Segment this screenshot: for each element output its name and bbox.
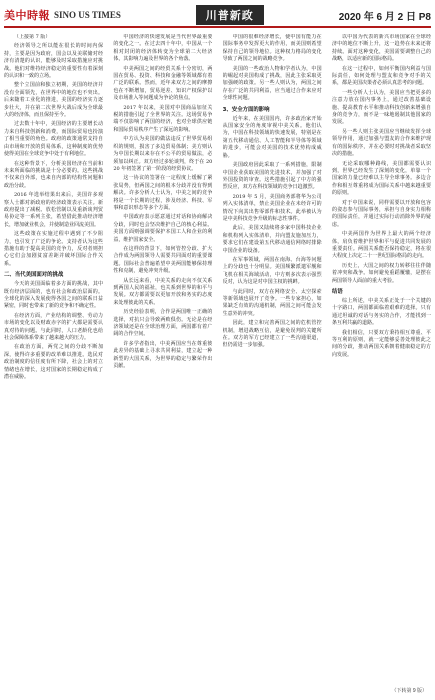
paragraph: 我们相信，只要双方秉持相互尊重、平等互利的原则，就一定能够妥善处理彼此之间的分歧，推动两国关系朝着健康稳定的方向发展。 <box>331 329 431 358</box>
paragraph: 历史经验表明，合作是两国唯一正确的选择，对抗只会导致两败俱伤。无论是在经济领域还是在全球治理方面，两国都有着广阔的合作空间。 <box>113 309 213 338</box>
paragraph: 另一些人则主张美国应当继续发挥全球领导作用，通过加强与盟友的合作来维护现有的国际秩序，并在必要时对挑战者采取坚决的措施。 <box>331 128 431 158</box>
paragraph: 许多学者指出，中美两国应当在尊重彼此差异的基础上寻求共同利益，建立起一种新型的大国关系，为世界的稳定与繁荣作出贡献。 <box>113 340 213 370</box>
paragraph: 与此同时，双方在网络安全、太空探索等新领域也展开了竞争。一些专家担心，如果缺乏有效的沟通机制，两国之间可能会发生意外的冲突。 <box>222 288 322 317</box>
paragraph: 这一协议的签署在一定程度上缓解了紧张局势，但两国之间的根本分歧并没有得到解决。许多分析人士认为，中美之间的竞争将是一个长期的过程，涉及经济、科技、军事和意识形态等多个方面。 <box>113 175 213 211</box>
subheading: 3、安全方面的影响 <box>222 106 270 113</box>
column-4 <box>332 34 431 688</box>
column-2 <box>113 34 212 688</box>
brand-english-name: SINO US TIMES <box>54 10 121 20</box>
paragraph: 2016 年选举结果出来后，美国许多观察人士都对新政府的经济政策表示关注。新政府提出了减税、放松管制以及重新谈判贸易协定等一系列主张，希望借此推动经济增长，增加就业机会，并使制造业回流美国。 <box>4 192 103 228</box>
date-page-label: 2020 年 6 月 2 日 P8 <box>338 11 431 23</box>
paragraph: 中国的很难经济增长，使中国有能力在国际事务中发挥更大的作用，而美国则希望保持自己的领导地位。这种权力格局的变化导致了两国之间的战略竞争。 <box>222 34 322 63</box>
paragraph: 2017 年以来，美国对中国商品加征关税的措施引起了全世界的关注。这场贸易争端不仅影响了两国的经济，也对全球供应链和国际贸易秩序产生了深远的影响。 <box>113 104 213 133</box>
article-columns <box>4 34 431 688</box>
paragraph: 因此，建立和完善两国之间的危机管控机制，增进战略互信，是避免误判的关键所在。双方的军方已经建立了一些沟通渠道，但仍需进一步加强。 <box>222 320 322 349</box>
newspaper-page <box>4 4 431 696</box>
paragraph: 今天的美国面临着多方面的挑战，其中既有经济层面的，也有社会和政治层面的。全球化的深入发展使得各国之间的联系日益紧密，同时也带来了新的竞争和不确定性。 <box>4 281 103 310</box>
column-3 <box>223 34 322 688</box>
brand-chinese-name: 美中時報 <box>4 9 50 22</box>
paragraph: 无论采取哪种路线，美国都需要认识到，世界已经发生了深刻的变化，单靠一个国家的力量已经难以主导全球事务。多边合作和相互尊重将成为国际关系中越来越重要的原则。 <box>331 160 431 197</box>
brand <box>4 7 121 23</box>
paragraph: 此后，美国又陆续将多家中国科技企业和机构列入实体清单，并向盟友施加压力，要求它们在建设第五代移动通信网络时排除中国企业的设备。 <box>222 225 322 254</box>
paragraph: 一些分析人士认为，美国应当把更多的注意力放在国内事务上，通过改善基础设施、提高教育水平和推动科技创新来增强自身的竞争力，而不是一味地遏制其他国家的发展。 <box>331 89 431 126</box>
paragraph: 在这样的背景下，如何管控分歧、扩大合作成为两国领导人需要共同面对的重要课题。国际社会普遍希望中美两国能够保持理性和克制，避免冲突升级。 <box>113 245 213 275</box>
paragraph: 过去数十年中，美国经济的主要增长动力来自科技创新和消费，而国际贸易也扮演了相当重要的角色。政府的政策通常支持自由市场和开放的贸易体系，这种制度的优势使得美国在全球竞争中处于有利地位。 <box>4 121 103 158</box>
paragraph: 美国的一些政治人物和学者认为，中国的崛起对美国构成了挑战，因此主张采取更加强硬的政策。另一些人则认为，两国之间存在广泛的共同利益，应当通过合作来应对全球性问题。 <box>222 65 322 102</box>
paragraph: 这些政策在实施过程中遇到了不少阻力，也引发了广泛的争论。支持者认为这些措施有助于提高美国的竞争力，反对者则担心它们会加剧贫富差距并破坏国际合作关系。 <box>4 231 103 267</box>
paragraph: 以中国为代表的新兴市场国家在全球经济中的地位不断上升，这一趋势在未来还将持续。面对这种变化，美国需要调整自己的战略，以适应新的国际格局。 <box>331 34 431 63</box>
paragraph: 在这种背景下，分析美国经济在当前和未来所面临的挑战是十分必要的。这些挑战不仅来自外部，也来自内部的结构性问题和政治分歧。 <box>4 160 103 189</box>
continued-note: （下转第 9 版） <box>391 688 427 694</box>
paragraph: 经济领导之所以能在很长的时间内保持，主要是因为政府，国会以及美联储对经济有清楚的认识，能够及时采取措施应对挑战。他们对维持经济稳定的重要性有着深刻的认识和一致的立场。 <box>4 43 103 80</box>
paragraph: 对于中国来说，同样需要以开放和包容的姿态参与国际事务，承担与自身实力相称的国际责任，并通过实际行动消除外界的疑虑。 <box>331 199 431 228</box>
paragraph: 在政治方面，两党之间的分歧不断加深，使得许多重要的改革难以推进。选民对政治制度的信任度有所下降，社会上的对立情绪也在增长，这对国家的长期稳定构成了潜在威胁。 <box>4 344 103 381</box>
paragraph: 2019 年 5 月，美国商务部将华为公司列入实体清单，禁止美国企业在未经许可的情况下向其出售零部件和技术。此举被认为是中美科技竞争升级的标志性事件。 <box>222 193 322 222</box>
subheading: 二、当代美国面对的挑战 <box>4 272 64 279</box>
masthead <box>4 4 431 28</box>
paragraph: 综上所述，中美关系正处于一个关键的十字路口，两国都面临着艰难的选择。只有通过坦诚的对话与务实的合作，才能找到一条互利共赢的道路。 <box>331 298 431 327</box>
paragraph: 近年来，在美国国内，许多政治家开始从国家安全的角度审视中美关系。他们认为，中国在科技领域的快速发展，特别是在第五代移动通信、人工智能和半导体等领域的进步，可能会对美国的技术优势构成威胁。 <box>222 115 322 159</box>
paragraph: 中方认为美国的做法违反了世界贸易组织的规则，损害了多边贸易体制；美方则认为中国长期以来存在不公平的贸易做法，必须加以纠正。双方经过多轮谈判，终于在 2020 年初签署了第一阶段的经贸协议。 <box>113 136 213 172</box>
paragraph: 中美两国作为世界上最大的两个经济体，肩负着维护世界和平与促进共同发展的重要责任。两国关系能否保持稳定，将在很大程度上决定二十一世纪国际格局的走向。 <box>331 231 431 260</box>
paragraph: 美国政府因此采取了一系列措施，限制中国企业获取美国的先进技术，并加强了对外国投资的审查。这些措施引起了中方的强烈反应，双方在科技领域的竞争日趋激烈。 <box>222 162 322 191</box>
paragraph: 从长远来看，中美关系的走向不仅关系到两国人民的福祉，也关系到世界的和平与发展。双方都需要以更加开放和务实的态度来处理彼此的关系。 <box>113 277 213 306</box>
paragraph: 在这一过程中，如何平衡国内利益与国际责任，如何处理与盟友和竞争对手的关系，都是美国决策者必须认真思考的问题。 <box>331 65 431 87</box>
paragraph: 历史上，大国之间的权力转移往往伴随着冲突和战争。如何避免重蹈覆辙，是摆在两国领导人面前的重大考验。 <box>331 262 431 284</box>
column-1 <box>4 34 103 688</box>
section-title: 川普新政 <box>196 5 264 25</box>
paragraph: 在军事领域，两国在南海、台海等问题上的分歧也十分明显。美国频繁派遣军舰和飞机在相关海域活动，中方则多次表示强烈反对，认为这是对中国主权的挑衅。 <box>222 256 322 286</box>
paragraph: 中国经济的快速发展是当代世界最重要的变化之一。在过去四十年中，中国从一个相对封闭的经济体转变为全球第二大经济体，其影响力遍及世界的各个角落。 <box>113 34 213 63</box>
paragraph: 中国政府表示愿意通过对话和协商解决分歧，同时也会坚决维护自己的核心利益。美国方面则强调要保护本国工人和企业的利益，维护国家安全。 <box>113 214 213 243</box>
paragraph: 中美两国之间的经贸关系十分密切，两国在贸易、投资、科技和金融等领域都有着广泛的联系。然而，近年来双方之间的摩擦也在不断增加，贸易逆差、知识产权保护以及市场准入等问题成为争论的焦点。 <box>113 65 213 102</box>
subheading: 结语 <box>331 289 343 295</box>
paragraph: 整个立国前和独立初期，美国的经济并没有全面领先，在世界中的地位也不突出。后来随着工业化的推进，美国的经济实力逐步壮大，并在第二次世界大战后成为全球最大的经济体，而且保持至今。 <box>4 82 103 119</box>
paragraph: 在经济方面，产业结构的调整、劳动力市场的变化以及财政赤字的扩大都是需要认真对待的问题。与此同时，人口老龄化也给社会保障体系带来了越来越大的压力。 <box>4 312 103 342</box>
paragraph: （上接第 7 版） <box>14 34 51 40</box>
